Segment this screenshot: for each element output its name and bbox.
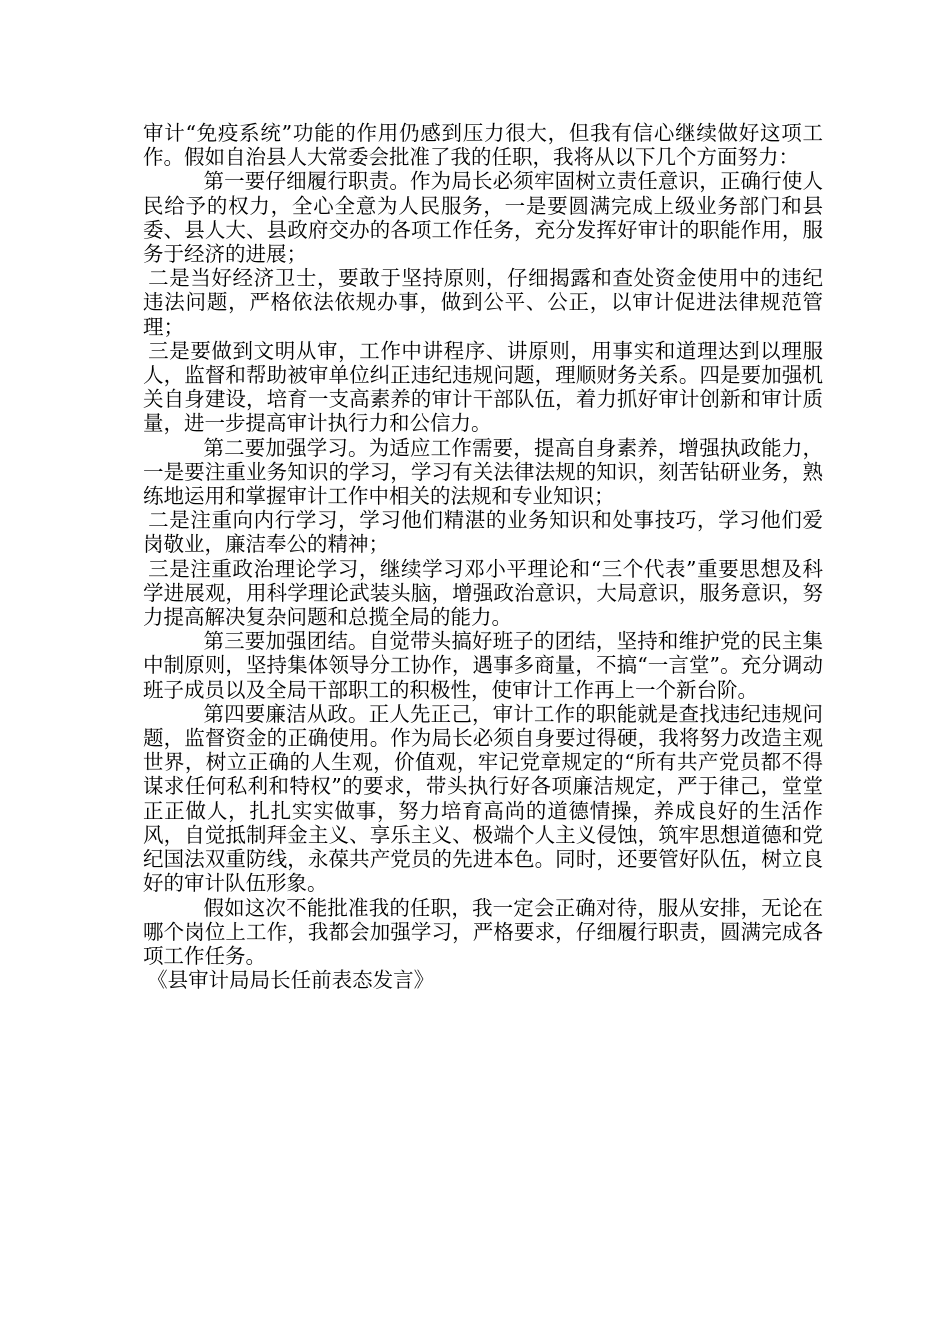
- paragraph-10: 假如这次不能批准我的任职，我一定会正确对待，服从安排，无论在哪个岗位上工作，我都会加强学习，严格要求，仔细履行职责，圆满完成各项工作任务。: [143, 895, 823, 968]
- document-body: [143, 121, 823, 992]
- paragraph-1: 审计“免疫系统”功能的作用仍感到压力很大，但我有信心继续做好这项工作。假如自治县人大常委会批准了我的任职，我将从以下几个方面努力：: [143, 121, 823, 170]
- paragraph-7: 三是注重政治理论学习，继续学习邓小平理论和“三个代表”重要思想及科学进展观，用科学理论武装头脑，增强政治意识，大局意识，服务意识，努力提高解决复杂问题和总揽全局的能力。: [143, 556, 823, 630]
- paragraph-9: 第四要廉洁从政。正人先正己，审计工作的职能就是查找违纪违规问题，监督资金的正确使用。作为局长必须自身要过得硬，我将努力改造主观世界，树立正确的人生观，价值观，牢记党章规定的“所有共产党员都不得谋求任何私利和特权”的要求，带头执行好各项廉洁规定，严于律己，堂堂正正做人，扎扎实实做事，努力培育高尚的道德情操，养成良好的生活作风，自觉抵制拜金主义、享乐主义、极端个人主义侵蚀，筑牢思想道德和党纪国法双重防线，永葆共产党员的先进本色。同时，还要管好队伍，树立良好的审计队伍形象。: [143, 701, 823, 896]
- paragraph-4: 三是要做到文明从审，工作中讲程序、讲原则，用事实和道理达到以理服人，监督和帮助被审单位纠正违纪违规问题，理顺财务关系。四是要加强机关自身建设，培育一支高素养的审计干部队伍，着力抓好审计创新和审计质量，进一步提高审计执行力和公信力。: [143, 338, 823, 436]
- document-title-footer: 《县审计局局长任前表态发言》: [147, 968, 435, 993]
- paragraph-2: 第一要仔细履行职责。作为局长必须牢固树立责任意识，正确行使人民给予的权力，全心全意为人民服务，一是要圆满完成上级业务部门和县委、县人大、县政府交办的各项工作任务，充分发挥好审计的职能作用，服务于经济的进展；: [143, 169, 823, 267]
- paragraph-5: 第二要加强学习。为适应工作需要，提高自身素养，增强执政能力，一是要注重业务知识的学习，学习有关法律法规的知识，刻苦钻研业务，熟练地运用和掌握审计工作中相关的法规和专业知识；: [143, 435, 823, 509]
- paragraph-3: 二是当好经济卫士，要敢于坚持原则，仔细揭露和查处资金使用中的违纪违法问题，严格依法依规办事，做到公平、公正，以审计促进法律规范管理；: [143, 266, 823, 339]
- paragraph-6: 二是注重向内行学习，学习他们精湛的业务知识和处事技巧，学习他们爱岗敬业，廉洁奉公的精神；: [143, 508, 823, 557]
- paragraph-8: 第三要加强团结。自觉带头搞好班子的团结，坚持和维护党的民主集中制原则，坚持集体领导分工协作，遇事多商量，不搞“一言堂”。充分调动班子成员以及全局干部职工的积极性，使审计工作再上一个新台阶。: [143, 629, 823, 702]
